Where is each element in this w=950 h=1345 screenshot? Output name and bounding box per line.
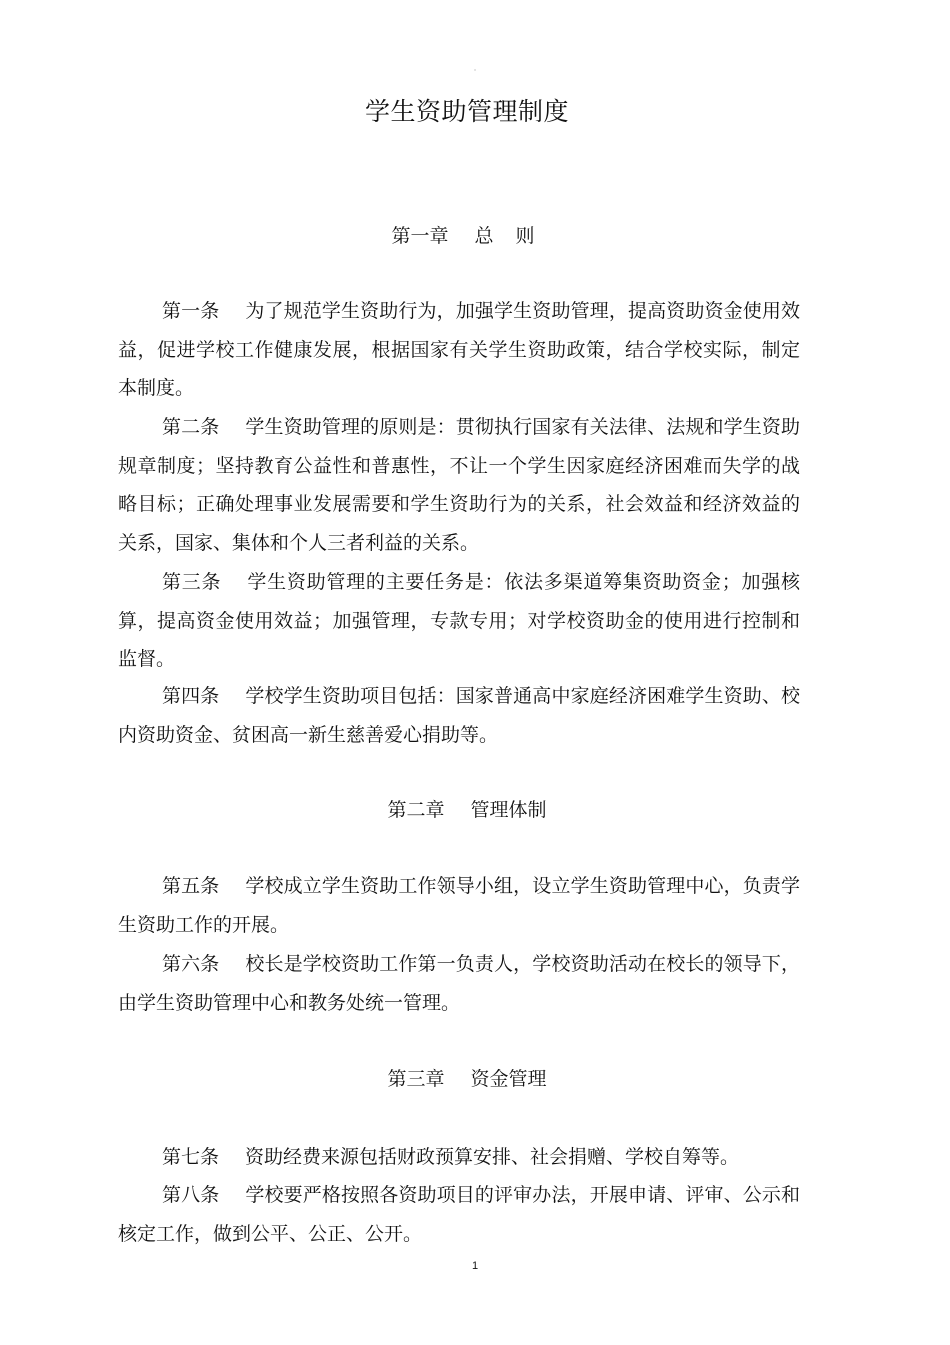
article-label: 第七条 (162, 1146, 220, 1168)
article-5 (118, 867, 800, 944)
chapter-title: 总 则 (474, 225, 543, 247)
chapter-heading-1 (0, 221, 934, 251)
article-8 (118, 1176, 800, 1253)
article-text: 资助经费来源包括财政预算安排、社会捐赠、学校自筹等。 (245, 1146, 740, 1168)
article-label: 第六条 (162, 953, 220, 975)
article-2 (118, 408, 800, 562)
article-text: 学校要严格按照各资助项目的评审办法，开展申请、评审、公示和核定工作，做到公平、公正、公开。 (118, 1184, 800, 1245)
chapter-number: 第二章 (387, 799, 445, 821)
article-1 (118, 292, 800, 408)
article-label: 第四条 (162, 685, 220, 707)
chapter-title: 资金管理 (470, 1068, 547, 1090)
document-title: 学生资助管理制度 (364, 97, 569, 126)
chapter-number: 第一章 (391, 225, 449, 247)
article-7 (118, 1138, 800, 1177)
chapter-heading-2 (0, 795, 934, 825)
article-text: 学生资助管理的原则是：贯彻执行国家有关法律、法规和学生资助规章制度；坚持教育公益性和普惠性，不让一个学生因家庭经济困难而失学的战略目标；正确处理事业发展需要和学生资助行为的关系，社会效益和经济效益的关系，国家、集体和个人三者利益的关系。 (118, 416, 800, 554)
article-label: 第八条 (162, 1184, 220, 1206)
chapter-title: 管理体制 (470, 799, 547, 821)
header-mark: · (473, 66, 477, 75)
article-text: 学生资助管理的主要任务是：依法多渠道筹集资助资金；加强核算，提高资金使用效益；加强管理，专款专用；对学校资助金的使用进行控制和监督。 (118, 571, 800, 671)
article-text: 校长是学校资助工作第一负责人，学校资助活动在校长的领导下，由学生资助管理中心和教务处统一管理。 (118, 953, 800, 1014)
page-number: 1 (471, 1260, 479, 1272)
article-3 (118, 563, 800, 679)
article-6 (118, 945, 800, 1022)
article-label: 第五条 (162, 875, 220, 897)
article-text: 学校成立学生资助工作领导小组，设立学生资助管理中心，负责学生资助工作的开展。 (118, 875, 800, 936)
article-label: 第一条 (162, 300, 220, 322)
article-label: 第二条 (162, 416, 220, 438)
chapter-number: 第三章 (387, 1068, 445, 1090)
article-label: 第三条 (162, 571, 222, 593)
article-4 (118, 677, 800, 754)
article-text: 为了规范学生资助行为，加强学生资助管理，提高资助资金使用效益，促进学校工作健康发展，根据国家有关学生资助政策，结合学校实际，制定本制度。 (118, 300, 800, 400)
chapter-heading-3 (0, 1064, 934, 1094)
article-text: 学校学生资助项目包括：国家普通高中家庭经济困难学生资助、校内资助资金、贫困高一新生慈善爱心捐助等。 (118, 685, 800, 746)
